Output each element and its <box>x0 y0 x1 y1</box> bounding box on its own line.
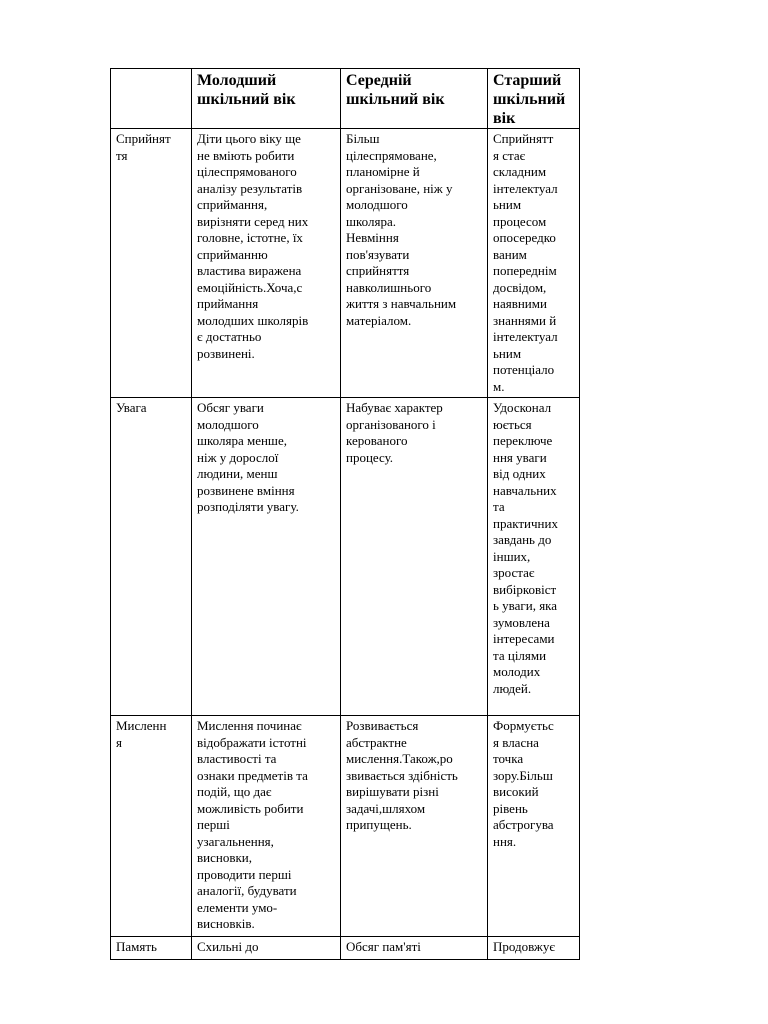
row-label-thinking: Мисленн я <box>111 716 192 937</box>
cell-perception-senior: Сприйнятт я стає складним інтелектуал ьним процесом опосередко ваним попереднім досвідом, наявними знаннями й інтелектуал ьним потенціало м. <box>488 129 580 398</box>
cell-attention-senior: Удосконал юється переключе ння уваги від одних навчальних та практичних завдань до інших, зростає вибірковіст ь уваги, яка зумовлена інтересами та цілями молодих людей. <box>488 398 580 716</box>
header-junior-age: Молодший шкільний вік <box>192 69 341 129</box>
cell-memory-junior: Схильні до <box>192 937 341 960</box>
cell-perception-junior: Діти цього віку ще не вміють робити цілеспрямованого аналізу результатів сприймання, вирізняти серед них головне, істотне, їх сприйманню властива виражена емоційність.Хоча,с приймання молодших школярів є достатньо розвинені. <box>192 129 341 398</box>
cell-thinking-middle: Розвивається абстрактне мислення.Також,ро звивається здібність вирішувати різні задачі,шляхом припущень. <box>341 716 488 937</box>
table-row-attention <box>111 398 580 716</box>
cell-memory-middle: Обсяг пам'яті <box>341 937 488 960</box>
cell-attention-junior: Обсяг уваги молодшого школяра менше, ніж у дорослої людини, менш розвинене вміння розподіляти увагу. <box>192 398 341 716</box>
table-header-row <box>111 69 580 129</box>
row-label-perception: Сприйнят тя <box>111 129 192 398</box>
cell-thinking-junior: Мислення починає відображати істотні властивості та ознаки предметів та подій, що дає можливість робити перші узагальнення, висновки, проводити перші аналогії, будувати елементи умо- висновків. <box>192 716 341 937</box>
table-row-thinking <box>111 716 580 937</box>
age-comparison-table <box>110 68 580 960</box>
header-senior-age: Старший шкільний вік <box>488 69 580 129</box>
row-label-memory: Память <box>111 937 192 960</box>
cell-perception-middle: Більш цілеспрямоване, планомірне й організоване, ніж у молодшого школяра. Невміння пов'язувати сприйняття навколишнього життя з навчальним матеріалом. <box>341 129 488 398</box>
header-corner-cell <box>111 69 192 129</box>
cell-memory-senior: Продовжує <box>488 937 580 960</box>
cell-thinking-senior: Формуєтьс я власна точка зору.Більш високий рівень абстрогува ння. <box>488 716 580 937</box>
row-label-attention: Увага <box>111 398 192 716</box>
cell-attention-middle: Набуває характер організованого і керованого процесу. <box>341 398 488 716</box>
header-middle-age: Середній шкільний вік <box>341 69 488 129</box>
table-row-memory <box>111 937 580 960</box>
table-row-perception <box>111 129 580 398</box>
